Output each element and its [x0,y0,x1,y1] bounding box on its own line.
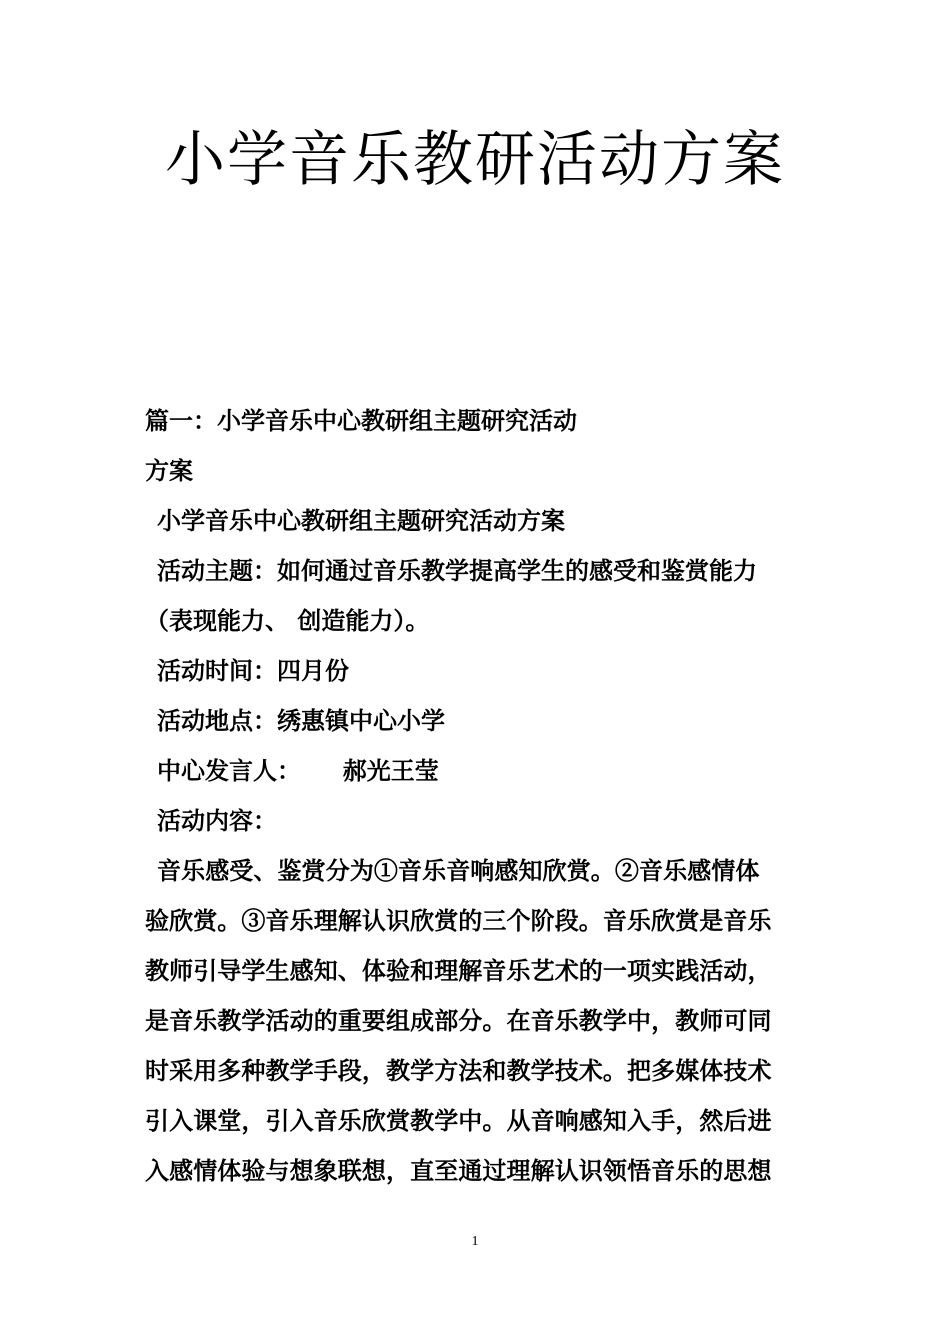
paragraph-line-7: 入感情体验与想象联想，直至通过理解认识领悟音乐的思想 [145,1156,772,1185]
paragraph-line-2: 验欣赏。③音乐理解认识欣赏的三个阶段。音乐欣赏是音乐 [145,906,772,935]
activity-time: 活动时间：四月份 [157,656,349,685]
paragraph-line-6: 引入课堂，引入音乐欣赏教学中。从音响感知入手，然后进 [145,1106,772,1135]
paragraph-line-1: 音乐感受、鉴赏分为①音乐音响感知欣赏。②音乐感情体 [157,856,760,885]
theme-line-1: 活动主题：如何通过音乐教学提高学生的感受和鉴赏能力 [157,556,757,585]
section-heading-line-1: 篇一：小学音乐中心教研组主题研究活动 [145,406,577,435]
paragraph-line-5: 时采用多种教学手段，教学方法和教学技术。把多媒体技术 [145,1056,772,1085]
paragraph-line-3: 教师引导学生感知、体验和理解音乐艺术的一项实践活动， [145,956,772,985]
page-number: 1 [471,1234,479,1249]
document-body [145,396,810,1196]
document-title: 小学音乐教研活动方案 [165,125,785,195]
subtitle: 小学音乐中心教研组主题研究活动方案 [157,506,565,535]
paragraph-line-4: 是音乐教学活动的重要组成部分。在音乐教学中，教师可同 [145,1006,772,1035]
section-heading-line-2: 方案 [145,456,193,485]
activity-speaker: 中心发言人： 郝光王莹 [157,756,439,785]
activity-content-label: 活动内容： [157,806,277,835]
activity-location: 活动地点：绣惠镇中心小学 [157,706,445,735]
theme-line-2: （表现能力、 创造能力）。 [145,606,430,635]
